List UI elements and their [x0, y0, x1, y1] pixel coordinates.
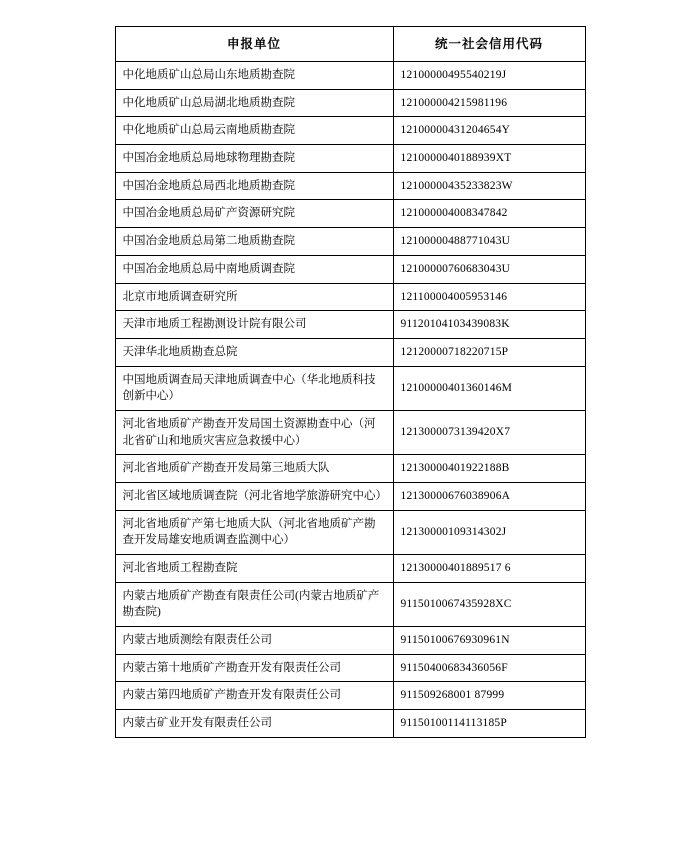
credit-code: 91120104103439083K — [393, 311, 585, 339]
unit-name: 内蒙古矿业开发有限责任公司 — [115, 709, 393, 737]
unit-name: 北京市地质调查研究所 — [115, 283, 393, 311]
unit-name: 天津市地质工程勘测设计院有限公司 — [115, 311, 393, 339]
table-row — [115, 410, 585, 454]
credit-code: 12100000488771043U — [393, 228, 585, 256]
credit-code: 12130000676038906A — [393, 482, 585, 510]
table-row — [115, 654, 585, 682]
unit-name: 内蒙古第十地质矿产勘查开发有限责任公司 — [115, 654, 393, 682]
table-row — [115, 709, 585, 737]
credit-code: 91150400683436056F — [393, 654, 585, 682]
credit-code: 1210000040188939XT — [393, 145, 585, 173]
column-header-unit-name: 申报单位 — [115, 27, 393, 62]
unit-name: 中国冶金地质总局西北地质勘查院 — [115, 172, 393, 200]
unit-name: 河北省地质工程勘查院 — [115, 554, 393, 582]
table-row — [115, 228, 585, 256]
credit-code: 12130000109314302J — [393, 510, 585, 554]
unit-name: 中国冶金地质总局第二地质勘查院 — [115, 228, 393, 256]
table-row — [115, 455, 585, 483]
table-row — [115, 283, 585, 311]
credit-code: 1213000073139420X7 — [393, 410, 585, 454]
table-row — [115, 554, 585, 582]
credit-code: 12100000760683043U — [393, 255, 585, 283]
credit-code: 12120000718220715P — [393, 338, 585, 366]
credit-code: 12100000495540219J — [393, 62, 585, 90]
table-row — [115, 682, 585, 710]
unit-name: 中国冶金地质总局中南地质调查院 — [115, 255, 393, 283]
table-row — [115, 200, 585, 228]
credit-code: 911509268001 87999 — [393, 682, 585, 710]
credit-code: 12100000431204654Y — [393, 117, 585, 145]
table-row — [115, 338, 585, 366]
table-row — [115, 626, 585, 654]
credit-code: 121000004008347842 — [393, 200, 585, 228]
table-row — [115, 482, 585, 510]
credit-code: 121000004215981196 — [393, 89, 585, 117]
unit-name: 河北省区域地质调查院（河北省地学旅游研究中心） — [115, 482, 393, 510]
table-row — [115, 582, 585, 626]
unit-name: 河北省地质矿产第七地质大队（河北省地质矿产勘查开发局雄安地质调查监测中心） — [115, 510, 393, 554]
table-row — [115, 145, 585, 173]
unit-name: 内蒙古地质矿产勘查有限责任公司(内蒙古地质矿产勘查院) — [115, 582, 393, 626]
credit-code: 91150100114113185P — [393, 709, 585, 737]
credit-code: 91150100676930961N — [393, 626, 585, 654]
table-row — [115, 89, 585, 117]
credit-code: 12100000435233823W — [393, 172, 585, 200]
column-header-credit-code: 统一社会信用代码 — [393, 27, 585, 62]
table-row — [115, 255, 585, 283]
unit-name: 中国冶金地质总局地球物理勘查院 — [115, 145, 393, 173]
declaring-units-table — [115, 26, 586, 738]
table-row — [115, 311, 585, 339]
unit-name: 天津华北地质勘查总院 — [115, 338, 393, 366]
unit-name: 内蒙古第四地质矿产勘查开发有限责任公司 — [115, 682, 393, 710]
credit-code: 12100000401360146M — [393, 366, 585, 410]
table-row — [115, 117, 585, 145]
table-header — [115, 27, 585, 62]
unit-name: 河北省地质矿产勘查开发局第三地质大队 — [115, 455, 393, 483]
unit-name: 中化地质矿山总局湖北地质勘查院 — [115, 89, 393, 117]
credit-code: 121100004005953146 — [393, 283, 585, 311]
unit-name: 中化地质矿山总局山东地质勘查院 — [115, 62, 393, 90]
unit-name: 中国冶金地质总局矿产资源研究院 — [115, 200, 393, 228]
unit-name: 河北省地质矿产勘查开发局国土资源勘查中心（河北省矿山和地质灾害应急救援中心） — [115, 410, 393, 454]
credit-code: 12130000401922188B — [393, 455, 585, 483]
credit-code: 9115010067435928XC — [393, 582, 585, 626]
credit-code: 12130000401889517 6 — [393, 554, 585, 582]
table-row — [115, 62, 585, 90]
table-row — [115, 366, 585, 410]
unit-name: 中化地质矿山总局云南地质勘查院 — [115, 117, 393, 145]
unit-name: 内蒙古地质测绘有限责任公司 — [115, 626, 393, 654]
table-row — [115, 510, 585, 554]
table-body — [115, 62, 585, 737]
table-row — [115, 172, 585, 200]
unit-name: 中国地质调查局天津地质调查中心（华北地质科技创新中心） — [115, 366, 393, 410]
table-header-row — [115, 27, 585, 62]
